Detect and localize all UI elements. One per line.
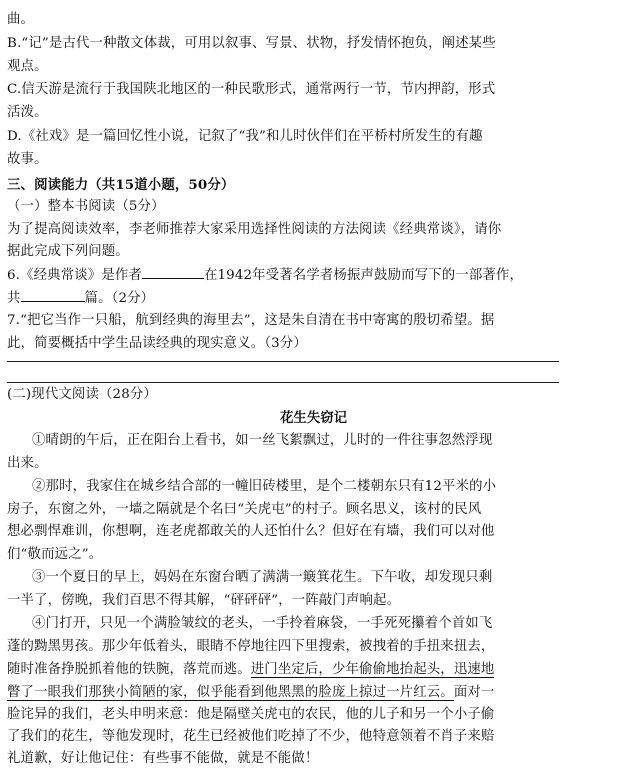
paragraph-4-line1: ④门打开，只见一个满脸皱纹的老头，一手拎着麻袋，一手死死攥着个首如飞 [32, 616, 493, 631]
paragraph-4-plain-text: 随时准备挣脱抓着他的铁腕，落荒而逃。 [7, 662, 251, 677]
paragraph-2-line3: 想必剽悍难训，你想啊，连老虎都敢关的人还怕什么？但好在有墙，我们可以对他 [7, 524, 495, 539]
paragraph-4-line4 [7, 684, 494, 702]
question-7-line2: 此，简要概括中学生品读经典的现实意义。（3分） [7, 336, 307, 351]
modern-reading-heading: (二)现代文阅读（28分） [7, 387, 157, 402]
paragraph-4-line3 [7, 661, 494, 679]
paragraph-4-line2: 蓬的黝黑男孩。那少年低着头，眼睛不停地往四下里搜索，被拽着的手扭来扭去， [7, 639, 495, 654]
answer-line-1[interactable] [7, 361, 559, 362]
underlined-sentence-part2: 瞥了一眼我们那狭小简陋的家，似乎能看到他黑黑的脸庞上掠过一片红云。 [7, 685, 454, 700]
question-6-text-a: 6.《经典常谈》是作者 [7, 268, 142, 283]
question-6-line1 [7, 266, 523, 285]
intro-line2: 据此完成下列问题。 [7, 244, 129, 259]
question-6-text-c: 共 [7, 291, 21, 306]
author-answer-blank[interactable] [142, 266, 204, 279]
option-b-line1: B.“记”是古代一种散文体裁，可用以叙事、写景、状物，抒发情怀抱负，阐述某些 [7, 36, 496, 51]
paragraph-4-line7: 礼道歉，好让他记住：有些事不能做，就是不能做！ [7, 751, 319, 766]
paragraph-4-line5: 脸诧异的我们，老头申明来意：他是隔壁关虎屯的农民，他的儿子和另一个小子偷 [7, 707, 495, 722]
count-answer-blank[interactable] [21, 289, 85, 302]
question-6-line2 [7, 289, 154, 308]
paragraph-3-line2: 一半了，傍晚，我们百思不得其解，“砰砰砰”，一阵敲门声响起。 [7, 593, 401, 608]
option-d-line1: D.《社戏》是一篇回忆性小说，记叙了“我”和儿时伙伴们在平桥村所发生的有趣 [7, 129, 483, 144]
underlined-sentence-part1: 进门坐定后，少年偷偷地抬起头，迅速地 [250, 662, 495, 677]
passage-title: 花生失窃记 [279, 410, 348, 426]
question-7-line1: 7.“把它当作一只船，航到经典的海里去”，这是朱自清在书中寄寓的殷切希望。据 [7, 313, 495, 328]
paragraph-2-line2: 房子，东窗之外，一墙之隔就是个名曰“关虎屯”的村子。顾名思义，该村的民风 [7, 502, 482, 517]
question-6-text-d: 篇。（2分） [84, 291, 155, 306]
paragraph-1-line2: 出来。 [7, 456, 48, 471]
paragraph-2-line4: 们“敬而远之”。 [7, 547, 103, 562]
option-c-line1: C.信天游是流行于我国陕北地区的一种民歌形式，通常两行一节，节内押韵，形式 [7, 82, 496, 97]
option-b-line2: 观点。 [7, 59, 48, 74]
intro-line1: 为了提高阅读效率，李老师推荐大家采用选择性阅读的方法阅读《经典常谈》，请你 [7, 222, 502, 237]
paragraph-2-line1: ②那时，我家住在城乡结合部的一幢旧砖楼里，是个二楼朝东只有12平米的小 [32, 479, 497, 494]
option-d-line2: 故事。 [7, 152, 48, 167]
paragraph-4-line6: 了我们的花生，等他发现时，花生已经被他们吃掉了不少，他特意领着不肖子来赔 [7, 729, 495, 744]
paragraph-4-plain-text-2: 面对一 [453, 685, 495, 700]
paragraph-1-line1: ①晴朗的午后，正在阳台上看书，如一丝飞絮飘过，儿时的一件往事忽然浮现 [32, 433, 493, 448]
paragraph-3-line1: ③一个夏日的早上，妈妈在东窗台晒了满满一簸箕花生。下午收，却发现只剩 [32, 570, 493, 585]
option-a-tail: 曲。 [7, 12, 35, 27]
subsection-heading: （一）整本书阅读（5分） [7, 199, 165, 214]
answer-line-2[interactable] [7, 382, 559, 383]
section-heading: 三、阅读能力（共15道小题，50分） [7, 177, 235, 193]
question-6-text-b: 在1942年受著名学者杨振声鼓励而写下的一部著作， [203, 268, 523, 283]
option-c-line2: 活泼。 [7, 105, 48, 120]
